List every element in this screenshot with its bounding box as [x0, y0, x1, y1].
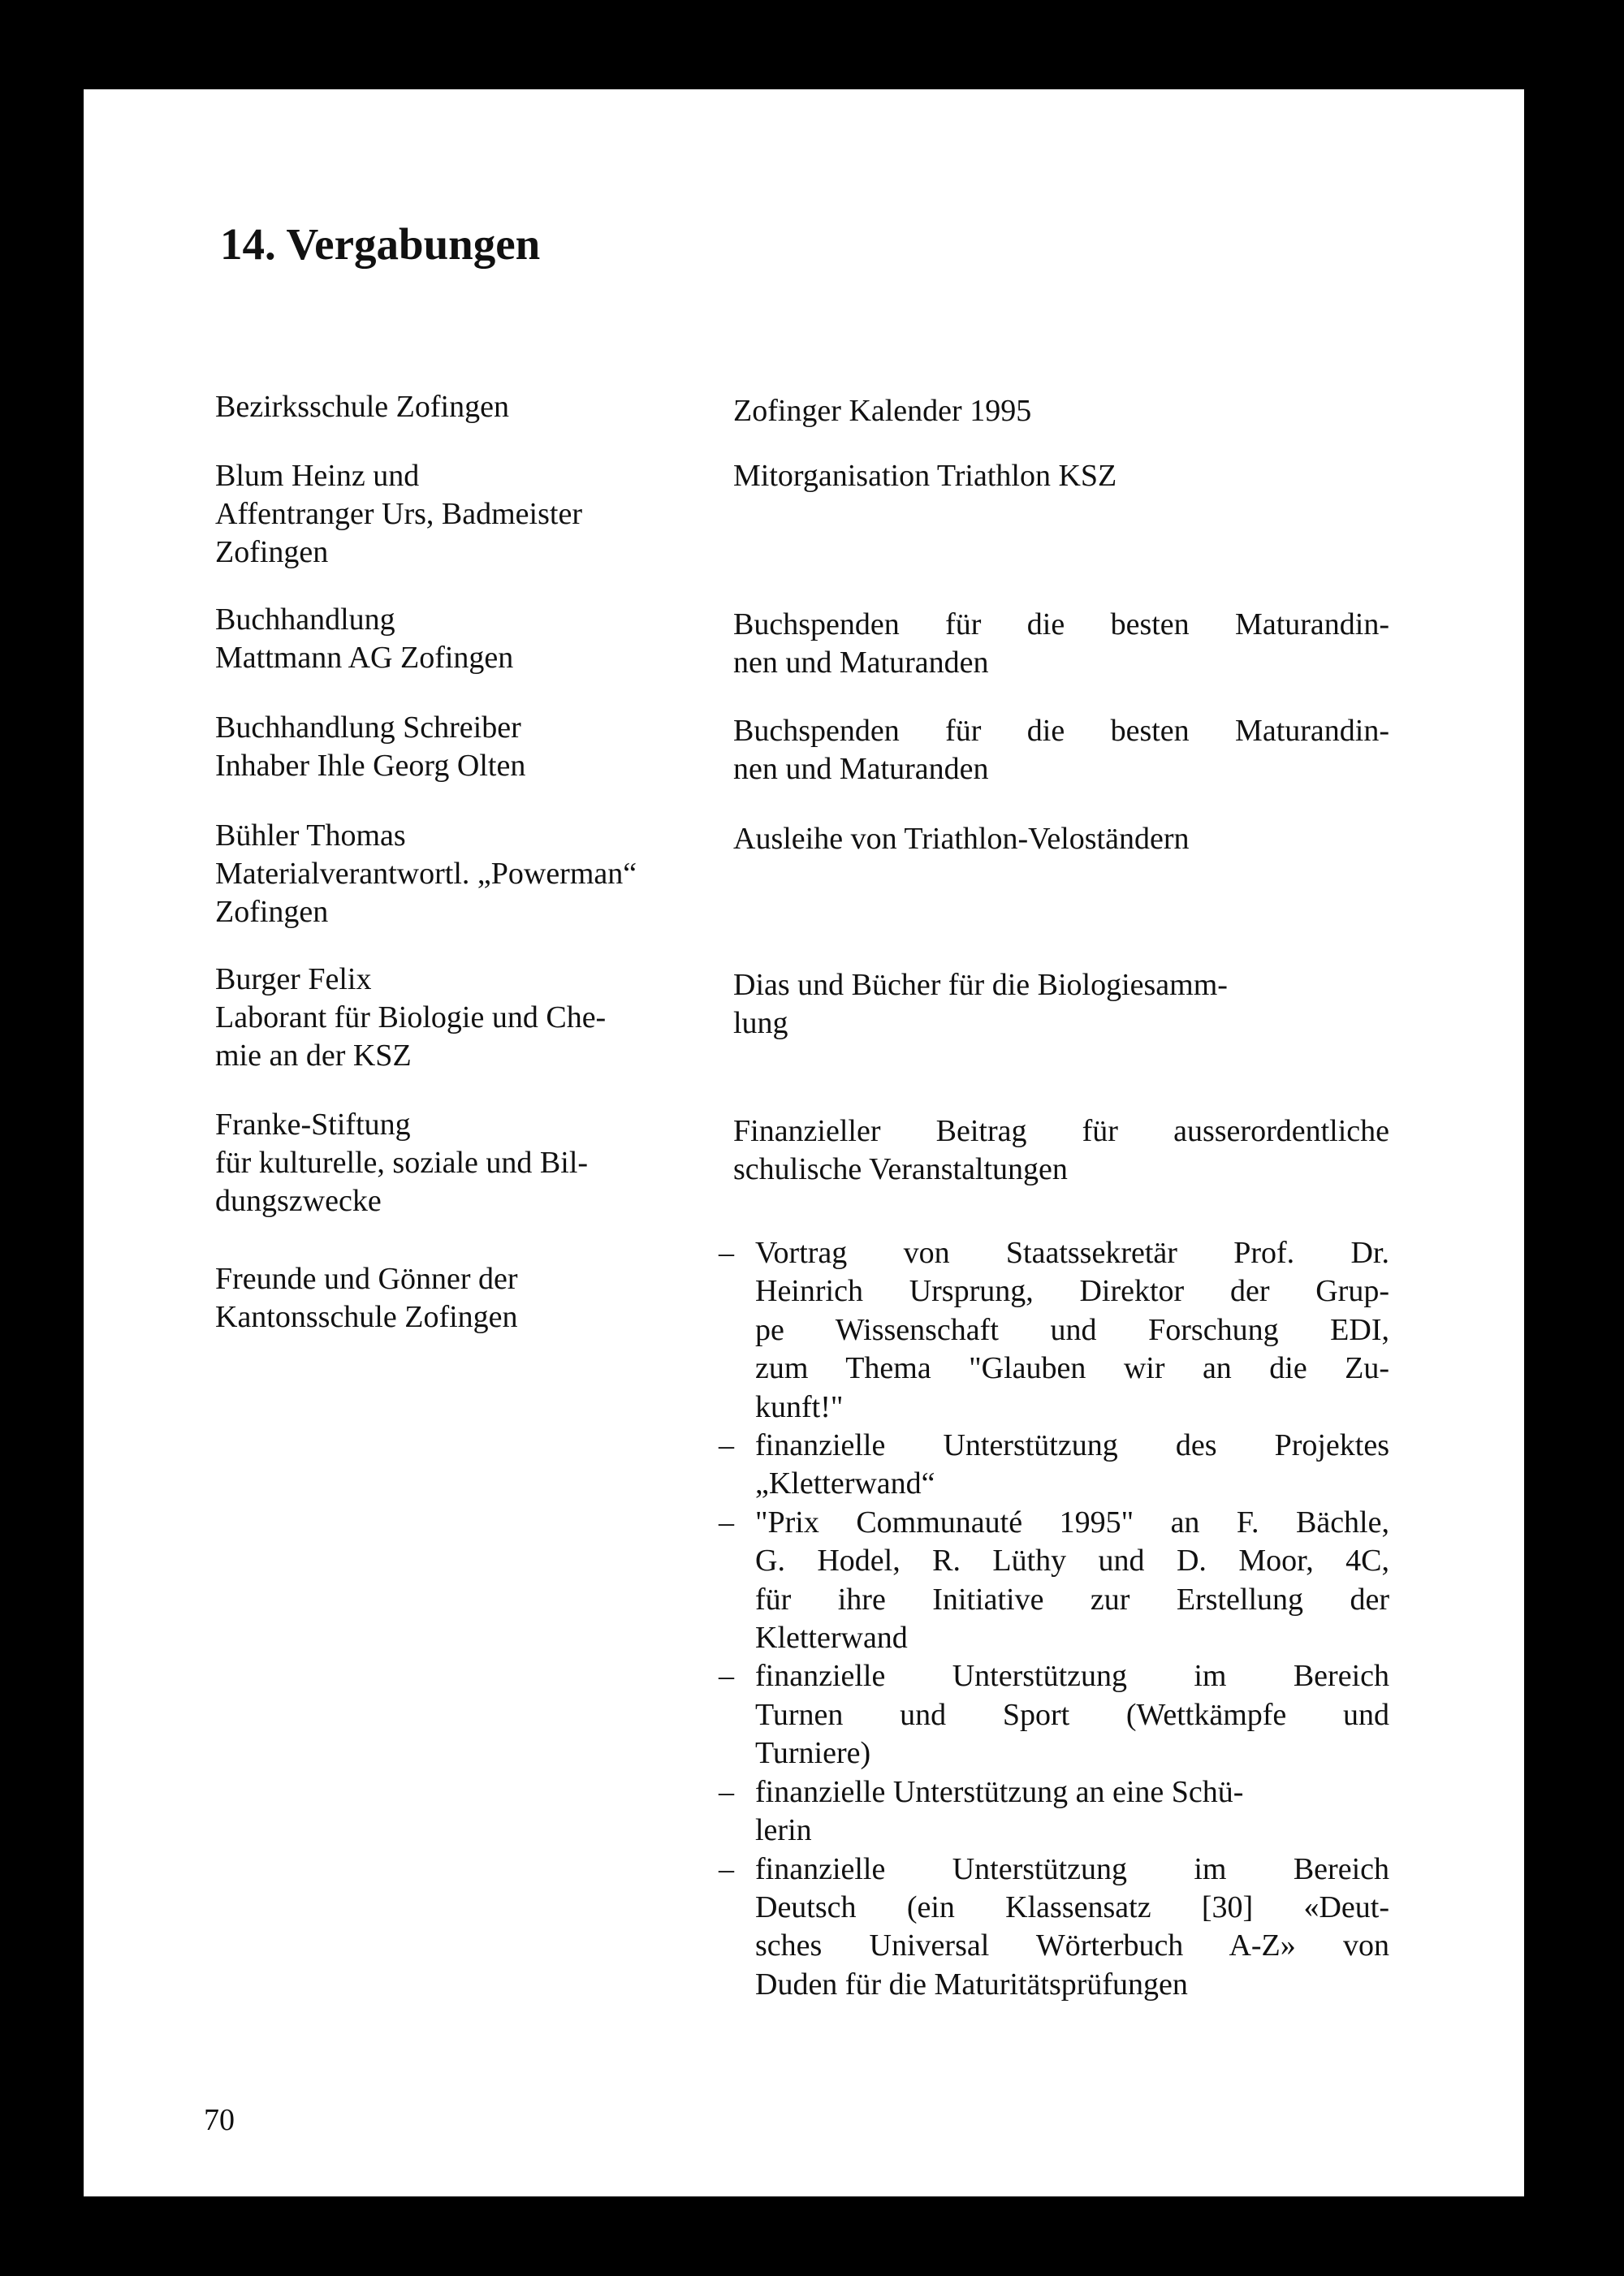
dash-marker: – — [719, 1851, 734, 1886]
list-item — [719, 1851, 1389, 2005]
donor-line: Zofingen — [215, 895, 329, 929]
list-item-line: finanzielle Unterstützung im Bereich — [755, 1851, 1389, 1886]
dash-marker: – — [719, 1774, 734, 1809]
list-item-line: Duden für die Maturitätsprüfungen — [755, 1967, 1188, 2002]
list-item-line: Turniere) — [755, 1736, 871, 1771]
purpose-cell — [733, 606, 1389, 682]
purpose-line: Buchspenden für die besten Maturandin- — [733, 714, 1389, 748]
list-item-line: finanzielle Unterstützung im Bereich — [755, 1659, 1389, 1694]
donor-line: Zofingen — [215, 535, 329, 569]
dash-marker: – — [719, 1505, 734, 1540]
list-item-line: "Prix Communauté 1995" an F. Bächle, — [755, 1505, 1389, 1540]
purpose-cell — [733, 457, 1389, 495]
section-heading: 14. Vergabungen — [220, 219, 541, 269]
dash-marker: – — [719, 1236, 734, 1270]
donor-line: Burger Felix — [215, 962, 372, 996]
donor-line: Buchhandlung — [215, 602, 395, 637]
donor-line: für kulturelle, soziale und Bil- — [215, 1146, 589, 1180]
list-item — [719, 1427, 1389, 1504]
donor-line: Mattmann AG Zofingen — [215, 641, 514, 675]
page-number: 70 — [204, 2103, 235, 2137]
list-item-line: Vortrag von Staatssekretär Prof. Dr. — [755, 1236, 1389, 1270]
purpose-cell — [733, 1112, 1389, 1189]
donor-line: mie an der KSZ — [215, 1039, 412, 1073]
list-item — [719, 1773, 1389, 1851]
purpose-cell — [733, 392, 1389, 430]
donor-line: Franke-Stiftung — [215, 1108, 411, 1142]
purpose-cell — [733, 966, 1389, 1043]
donor-cell — [215, 817, 784, 931]
donor-cell — [215, 1260, 784, 1337]
list-item — [719, 1234, 1389, 1427]
list-item-line: Heinrich Ursprung, Direktor der Grup- — [755, 1274, 1389, 1309]
purpose-line: Buchspenden für die besten Maturandin- — [733, 607, 1389, 641]
list-item-line: pe Wissenschaft und Forschung EDI, — [755, 1312, 1389, 1347]
list-item-line: Kletterwand — [755, 1621, 908, 1656]
donor-line: Laborant für Biologie und Che- — [215, 1000, 607, 1034]
list-item-line: finanzielle Unterstützung des Projektes — [755, 1428, 1389, 1463]
donor-cell — [215, 1106, 784, 1220]
purpose-line: Finanzieller Beitrag für ausserordentliche — [733, 1114, 1389, 1148]
donor-cell — [215, 601, 784, 677]
list-item — [719, 1504, 1389, 1658]
list-item-line: G. Hodel, R. Lüthy und D. Moor, 4C, — [755, 1544, 1389, 1579]
list-item-line: zum Thema "Glauben wir an die Zu- — [755, 1351, 1389, 1386]
donor-line: Blum Heinz und — [215, 459, 420, 493]
dash-marker: – — [719, 1659, 734, 1694]
donor-cell — [215, 388, 784, 426]
donor-line: Kantonsschule Zofingen — [215, 1300, 518, 1334]
list-item-line: Turnen und Sport (Wettkämpfe und — [755, 1697, 1389, 1732]
list-item-line: lerin — [755, 1813, 812, 1848]
list-item-line: „Kletterwand“ — [755, 1466, 935, 1501]
purpose-line: Ausleihe von Triathlon-Veloständern — [733, 822, 1190, 856]
donor-line: Affentranger Urs, Badmeister — [215, 497, 582, 531]
donor-line: Bezirksschule Zofingen — [215, 390, 509, 424]
list-item-line: für ihre Initiative zur Erstellung der — [755, 1582, 1389, 1617]
list-item-line: sches Universal Wörterbuch A-Z» von — [755, 1928, 1389, 1963]
donor-line: Freunde und Gönner der — [215, 1262, 518, 1296]
list-item-line: finanzielle Unterstützung an eine Schü- — [755, 1774, 1244, 1809]
purpose-line: nen und Maturanden — [733, 646, 989, 680]
purpose-line: Dias und Bücher für die Biologiesamm- — [733, 968, 1228, 1002]
donor-cell — [215, 961, 784, 1075]
donor-line: Buchhandlung Schreiber — [215, 710, 521, 745]
donor-cell — [215, 457, 784, 572]
support-bullet-list — [719, 1234, 1389, 2004]
purpose-line: lung — [733, 1006, 788, 1040]
list-item-line: kunft!" — [755, 1389, 844, 1424]
purpose-line: Mitorganisation Triathlon KSZ — [733, 459, 1117, 493]
purpose-line: nen und Maturanden — [733, 752, 989, 786]
purpose-line: Zofinger Kalender 1995 — [733, 394, 1032, 428]
donor-line: dungszwecke — [215, 1184, 382, 1218]
donor-line: Bühler Thomas — [215, 818, 406, 853]
purpose-cell — [733, 820, 1389, 858]
dash-marker: – — [719, 1428, 734, 1463]
donor-line: Inhaber Ihle Georg Olten — [215, 749, 526, 783]
list-item-line: Deutsch (ein Klassensatz [30] «Deut- — [755, 1889, 1389, 1924]
purpose-line: schulische Veranstaltungen — [733, 1152, 1068, 1186]
purpose-cell — [733, 712, 1389, 788]
document-page — [84, 89, 1524, 2196]
list-item — [719, 1657, 1389, 1773]
donor-line: Materialverantwortl. „Powerman“ — [215, 857, 637, 891]
donor-cell — [215, 709, 784, 785]
